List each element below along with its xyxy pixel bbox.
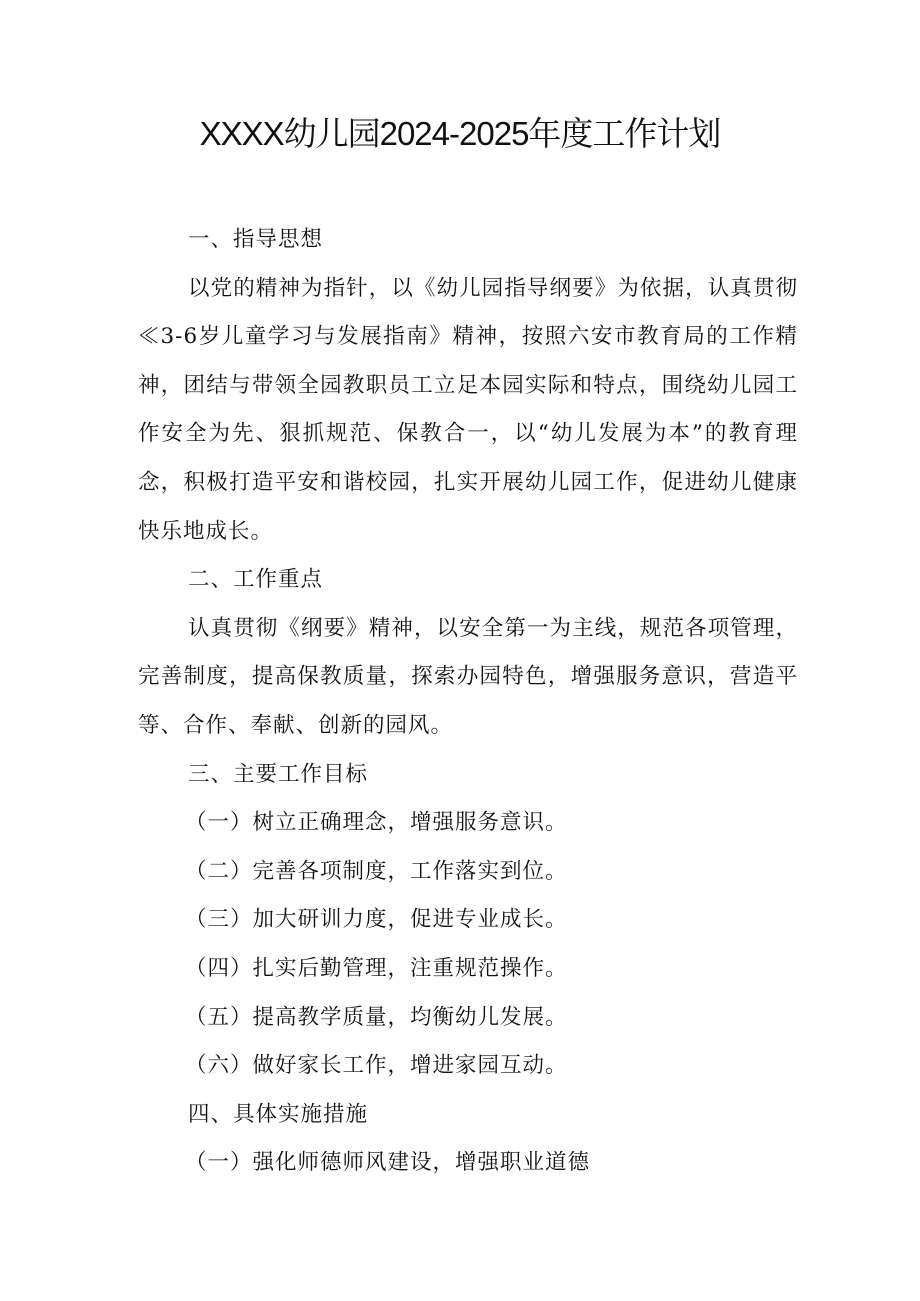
section-heading-work-focus: 二、工作重点 <box>188 567 324 593</box>
paragraph-guiding-ideology: 以党的精神为指针，以《幼儿园指导纲要》为依据，认真贯彻≪3-6岁儿童学习与发展指南》精神，按照六安市教育局的工作精神，团结与带领全园教职员工立足本园实际和特点，围绕幼儿园工作安全为先、狠抓规范、保教合一，以“幼儿发展为本”的教育理念，积极打造平安和谐校园，扎实开展幼儿园工作，促进幼儿健康快乐地成长。 <box>138 275 798 544</box>
section-heading-main-goals: 三、主要工作目标 <box>188 761 369 787</box>
list-item-goal-4: （四）扎实后勤管理，注重规范操作。 <box>185 955 568 981</box>
section-heading-guiding-ideology: 一、指导思想 <box>188 227 324 252</box>
paragraph-work-focus: 认真贯彻《纲要》精神，以安全第一为主线，规范各项管理，完善制度，提高保教质量，探索办园特色，增强服务意识，营造平等、合作、奉献、创新的园风。 <box>138 615 798 738</box>
document-title: XXXX幼儿园2024-2025年度工作计划 <box>199 115 721 152</box>
document-body <box>138 216 798 1188</box>
list-item-goal-1: （一）树立正确理念，增强服务意识。 <box>185 810 568 836</box>
list-item-goal-2: （二）完善各项制度，工作落实到位。 <box>185 858 568 884</box>
list-item-goal-5: （五）提高教学质量，均衡幼儿发展。 <box>185 1004 568 1030</box>
list-item-goal-6: （六）做好家长工作，增进家园互动。 <box>185 1053 568 1079</box>
section-heading-measures: 四、具体实施措施 <box>188 1101 369 1127</box>
list-item-goal-3: （三）加大研训力度，促进专业成长。 <box>185 907 568 933</box>
list-item-measure-1: （一）强化师德师风建设，增强职业道德 <box>185 1150 591 1176</box>
